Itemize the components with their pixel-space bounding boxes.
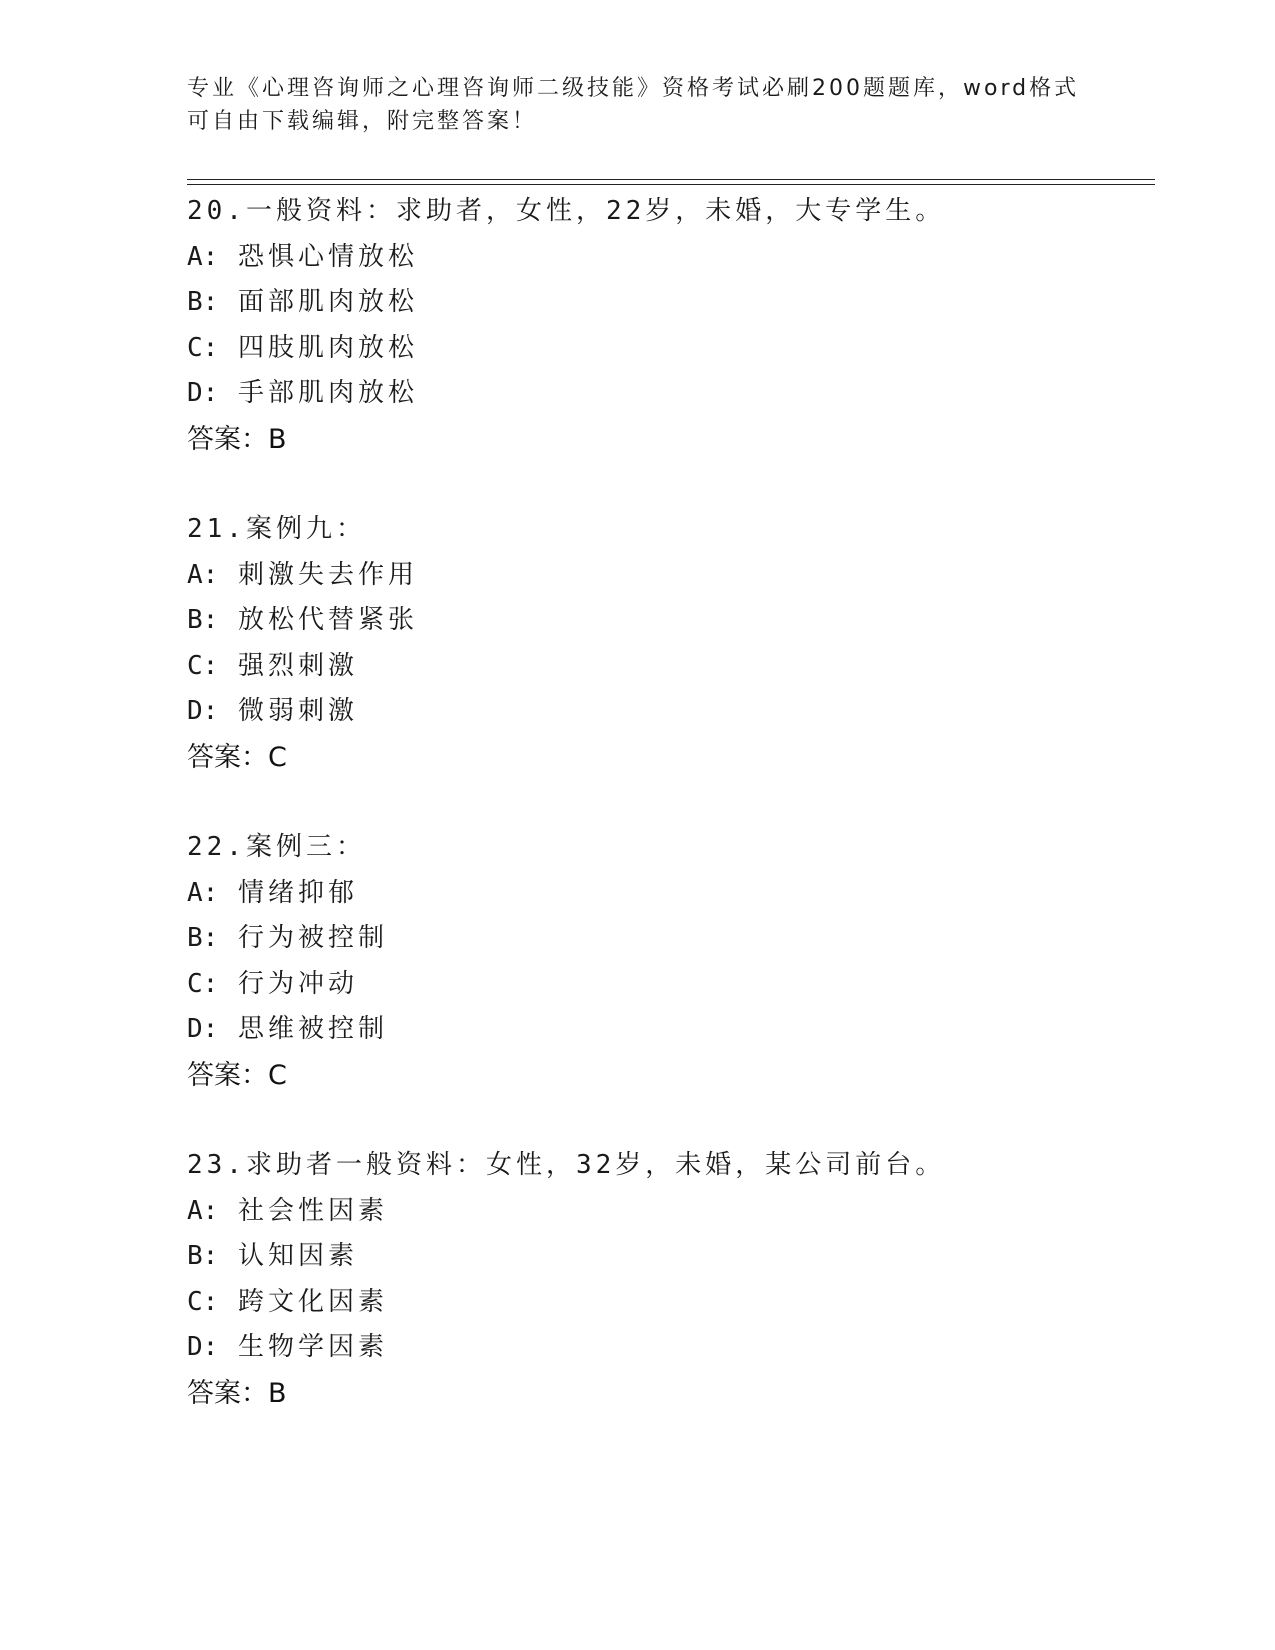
option-text: 四肢肌肉放松 — [237, 332, 418, 363]
answer-value: C — [268, 1059, 287, 1091]
option-text: 恐惧心情放松 — [237, 241, 418, 272]
question-item — [187, 1143, 1147, 1416]
question-stem: 22.案例三： — [187, 832, 366, 862]
option-c — [187, 962, 1147, 1008]
option-label: C: — [187, 968, 219, 999]
option-c — [187, 644, 1147, 690]
question-stem: 20.一般资料：求助者，女性，22岁，未婚，大专学生。 — [187, 196, 946, 226]
option-a — [187, 553, 1147, 599]
option-b — [187, 916, 1147, 962]
question-item — [187, 507, 1147, 780]
option-text: 思维被控制 — [237, 1014, 388, 1044]
option-label: A: — [187, 241, 219, 272]
header-divider-bottom — [187, 184, 1155, 185]
option-label: B: — [187, 287, 219, 317]
option-text: 认知因素 — [237, 1241, 358, 1271]
header-line-1: 专业《心理咨询师之心理咨询师二级技能》资格考试必刷200题题库，word格式 — [187, 76, 1080, 101]
option-text: 社会性因素 — [237, 1195, 388, 1226]
option-label: D: — [187, 378, 219, 408]
option-text: 刺激失去作用 — [237, 559, 418, 590]
option-a — [187, 235, 1147, 281]
answer-label: 答案： — [187, 1059, 268, 1091]
option-label: B: — [187, 605, 219, 635]
question-stem: 23.求助者一般资料：女性，32岁，未婚，某公司前台。 — [187, 1150, 946, 1180]
document-header — [187, 72, 1087, 138]
option-d — [187, 689, 1147, 735]
option-text: 生物学因素 — [237, 1332, 388, 1362]
question-item — [187, 189, 1147, 462]
answer-label: 答案： — [187, 423, 268, 455]
option-text: 放松代替紧张 — [237, 605, 418, 635]
option-label: A: — [187, 559, 219, 590]
answer-line — [187, 417, 1147, 463]
answer-line — [187, 735, 1147, 781]
answer-label: 答案： — [187, 1377, 268, 1409]
option-c — [187, 1280, 1147, 1326]
question-list — [187, 189, 1147, 1461]
option-d — [187, 371, 1147, 417]
option-label: C: — [187, 650, 219, 681]
option-text: 手部肌肉放松 — [237, 378, 418, 408]
option-text: 面部肌肉放松 — [237, 287, 418, 317]
option-c — [187, 326, 1147, 372]
answer-line — [187, 1371, 1147, 1417]
option-d — [187, 1007, 1147, 1053]
option-label: D: — [187, 1332, 219, 1362]
option-text: 行为冲动 — [237, 968, 358, 999]
answer-line — [187, 1053, 1147, 1099]
header-line-2: 可自由下载编辑，附完整答案！ — [187, 109, 538, 134]
option-d — [187, 1325, 1147, 1371]
option-text: 强烈刺激 — [237, 650, 358, 681]
option-a — [187, 1189, 1147, 1235]
question-stem: 21.案例九： — [187, 514, 366, 544]
answer-value: C — [268, 741, 287, 773]
question-item — [187, 825, 1147, 1098]
answer-value: B — [268, 423, 287, 455]
option-label: A: — [187, 1195, 219, 1226]
option-text: 微弱刺激 — [237, 696, 358, 726]
option-label: A: — [187, 877, 219, 908]
answer-label: 答案： — [187, 741, 268, 773]
option-b — [187, 1234, 1147, 1280]
option-label: B: — [187, 1241, 219, 1271]
option-text: 情绪抑郁 — [237, 877, 358, 908]
header-divider-top — [187, 179, 1155, 180]
option-text: 跨文化因素 — [237, 1286, 388, 1317]
option-label: C: — [187, 1286, 219, 1317]
answer-value: B — [268, 1377, 287, 1409]
option-text: 行为被控制 — [237, 923, 388, 953]
option-label: C: — [187, 332, 219, 363]
option-label: B: — [187, 923, 219, 953]
option-a — [187, 871, 1147, 917]
option-b — [187, 280, 1147, 326]
option-b — [187, 598, 1147, 644]
option-label: D: — [187, 1014, 219, 1044]
option-label: D: — [187, 696, 219, 726]
